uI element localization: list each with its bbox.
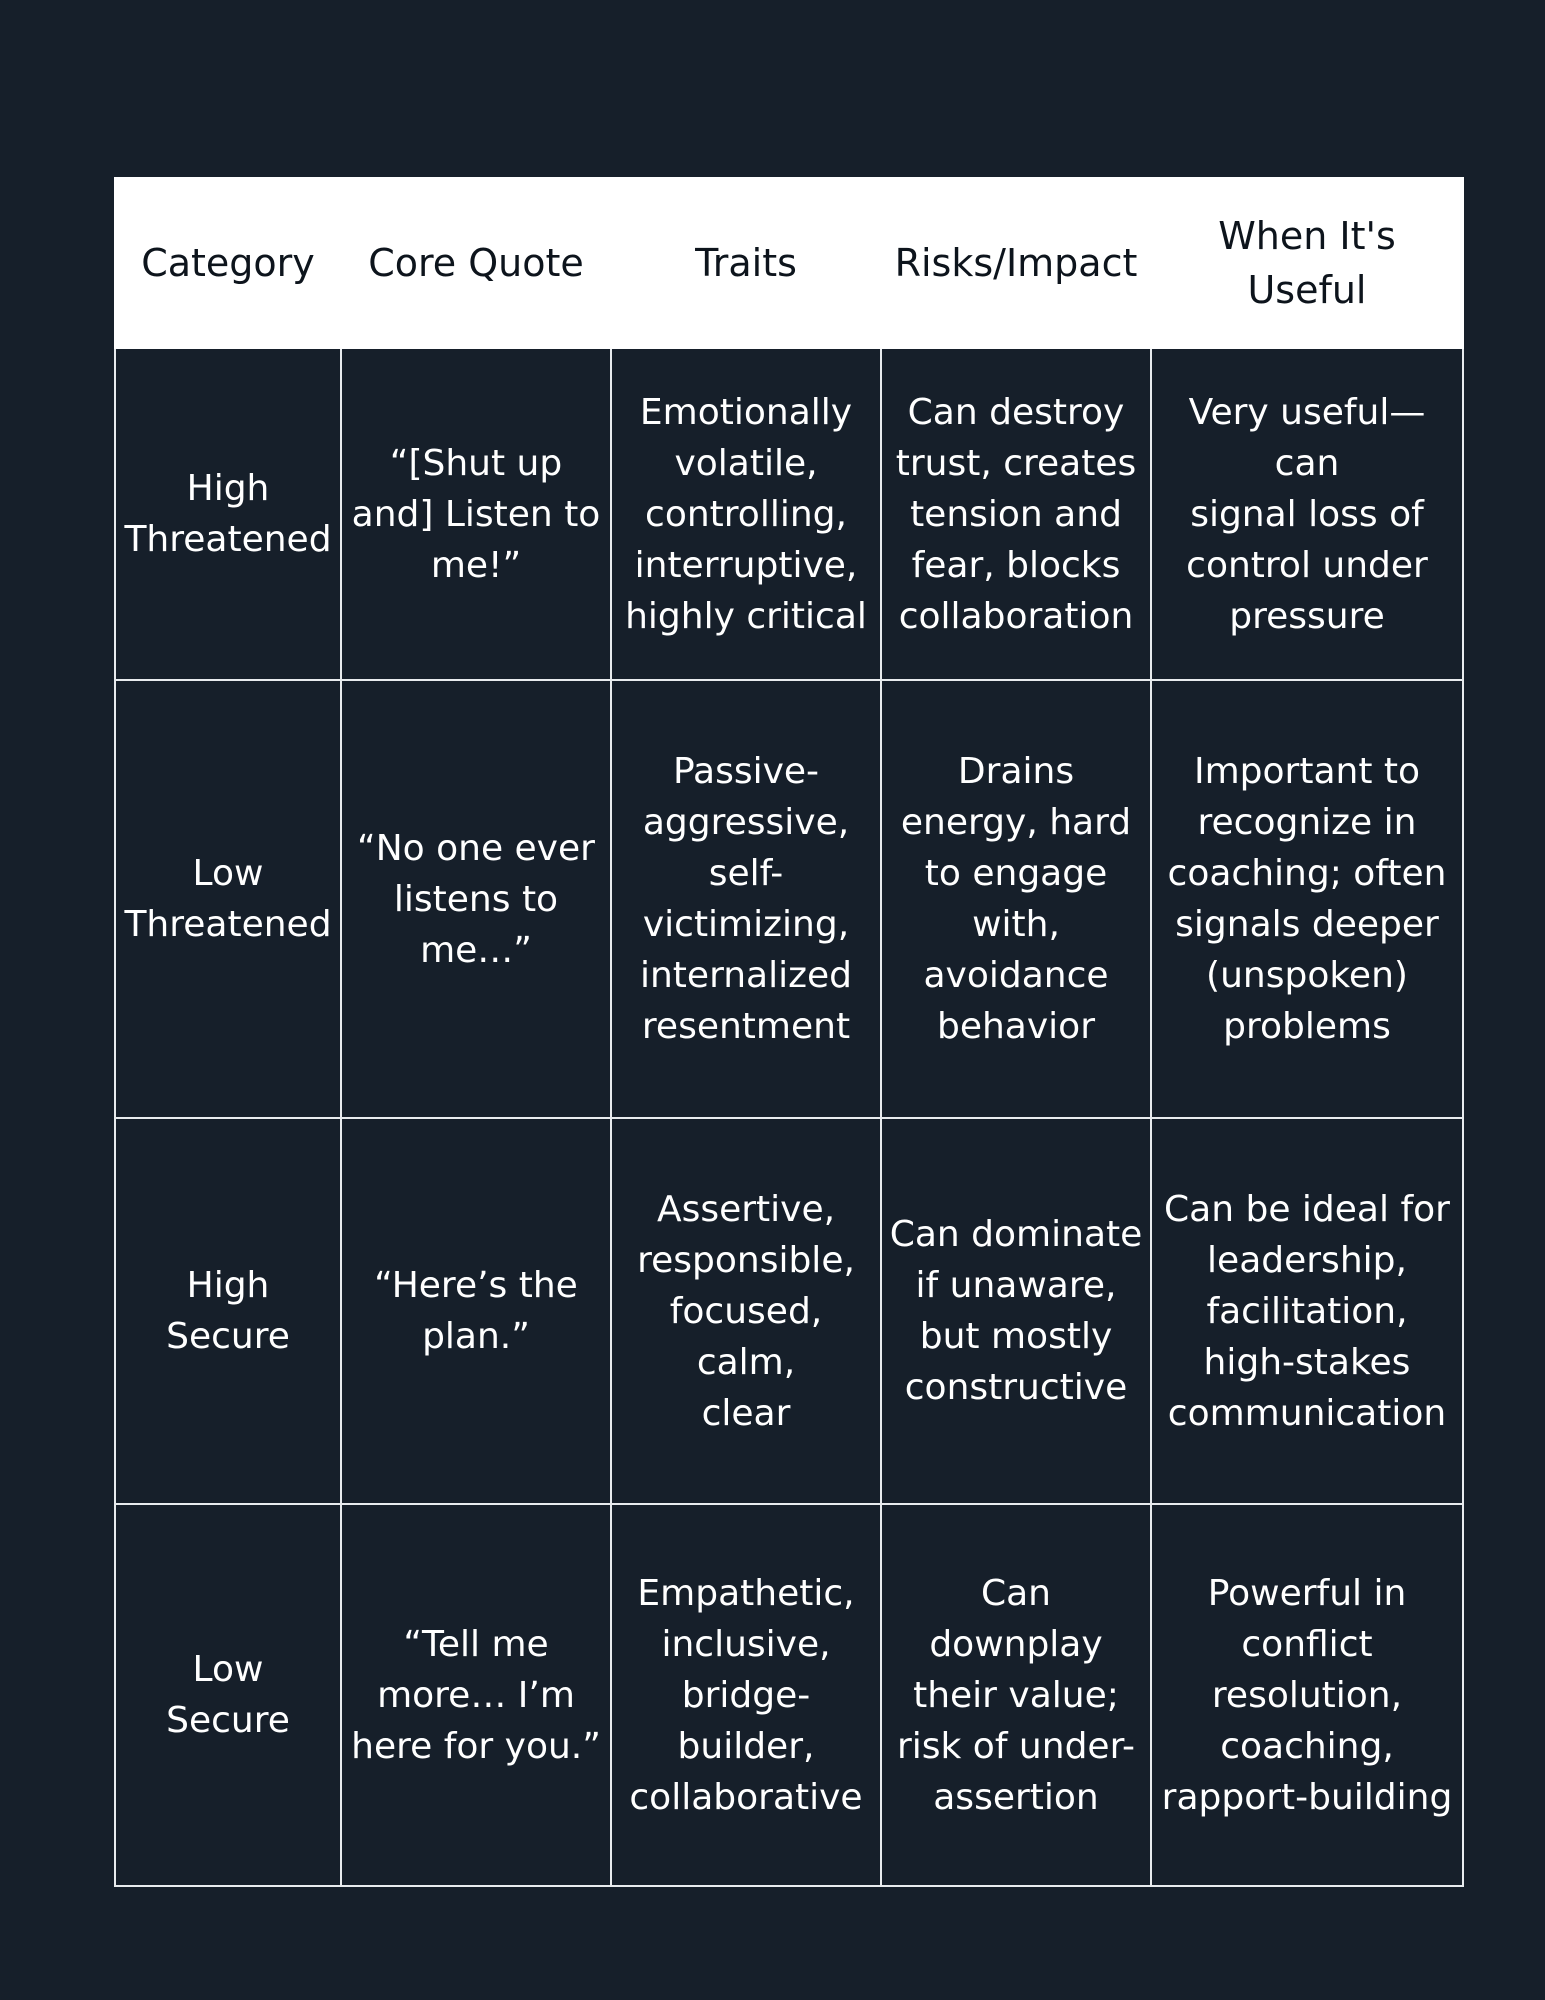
traits-cell	[611, 348, 881, 680]
risks-cell	[881, 348, 1151, 680]
traits-text: Passive- aggressive, self- victimizing, internalized resentment	[639, 751, 853, 1047]
header-row	[115, 178, 1463, 348]
quote-cell	[341, 680, 611, 1118]
useful-text: Powerful in conflict resolution, coaching, rapport-building	[1161, 1572, 1453, 1818]
header-when-useful-label: When It's Useful	[1218, 214, 1396, 312]
category-cell	[115, 1118, 341, 1504]
table-row	[115, 680, 1463, 1118]
risks-text: Drains energy, hard to engage with, avoidance behavior	[900, 751, 1132, 1047]
useful-cell	[1151, 348, 1463, 680]
quote-text: “Here’s the plan.”	[374, 1265, 578, 1357]
header-risks-impact-label: Risks/Impact	[894, 241, 1138, 285]
category-cell	[115, 1504, 341, 1886]
risks-text: Can destroy trust, creates tension and fear, blocks collaboration	[895, 391, 1137, 637]
quote-text: “Tell me more… I’m here for you.”	[351, 1623, 601, 1767]
risks-cell	[881, 1504, 1151, 1886]
quote-text: “No one ever listens to me…”	[357, 827, 595, 971]
risks-cell	[881, 1118, 1151, 1504]
quote-cell	[341, 1504, 611, 1886]
useful-cell	[1151, 1118, 1463, 1504]
header-risks-impact	[881, 178, 1151, 348]
category-cell	[115, 348, 341, 680]
table-body	[115, 348, 1463, 1886]
quote-cell	[341, 348, 611, 680]
category-text: Low Threatened	[124, 853, 332, 945]
useful-text: Can be ideal for leadership, facilitation, high-stakes communication	[1164, 1188, 1450, 1434]
communication-styles-table	[114, 177, 1464, 1887]
category-cell	[115, 680, 341, 1118]
useful-text: Very useful—can signal loss of control under pressure	[1186, 391, 1428, 637]
table-row	[115, 1504, 1463, 1886]
category-text: High Threatened	[124, 468, 332, 560]
traits-text: Assertive, responsible, focused, calm, clear	[637, 1188, 855, 1434]
useful-cell	[1151, 1504, 1463, 1886]
traits-cell	[611, 1118, 881, 1504]
useful-cell	[1151, 680, 1463, 1118]
header-core-quote-label: Core Quote	[368, 241, 584, 285]
traits-text: Emotionally volatile, controlling, interruptive, highly critical	[625, 391, 867, 637]
category-text: Low Secure	[166, 1649, 290, 1741]
table-header	[115, 178, 1463, 348]
quote-text: “[Shut up and] Listen to me!”	[351, 442, 601, 586]
header-core-quote	[341, 178, 611, 348]
table-row	[115, 1118, 1463, 1504]
header-category	[115, 178, 341, 348]
table-row	[115, 348, 1463, 680]
category-text: High Secure	[166, 1265, 290, 1357]
risks-text: Can dominate if unaware, but mostly constructive	[889, 1214, 1143, 1408]
header-category-label: Category	[141, 241, 315, 285]
quote-cell	[341, 1118, 611, 1504]
traits-cell	[611, 1504, 881, 1886]
traits-cell	[611, 680, 881, 1118]
header-traits-label: Traits	[695, 241, 797, 285]
useful-text: Important to recognize in coaching; often signals deeper (unspoken) problems	[1167, 751, 1447, 1047]
header-when-useful	[1151, 178, 1463, 348]
header-traits	[611, 178, 881, 348]
risks-text: Can downplay their value; risk of under- assertion	[896, 1572, 1136, 1818]
risks-cell	[881, 680, 1151, 1118]
traits-text: Empathetic, inclusive, bridge- builder, collaborative	[629, 1572, 863, 1818]
